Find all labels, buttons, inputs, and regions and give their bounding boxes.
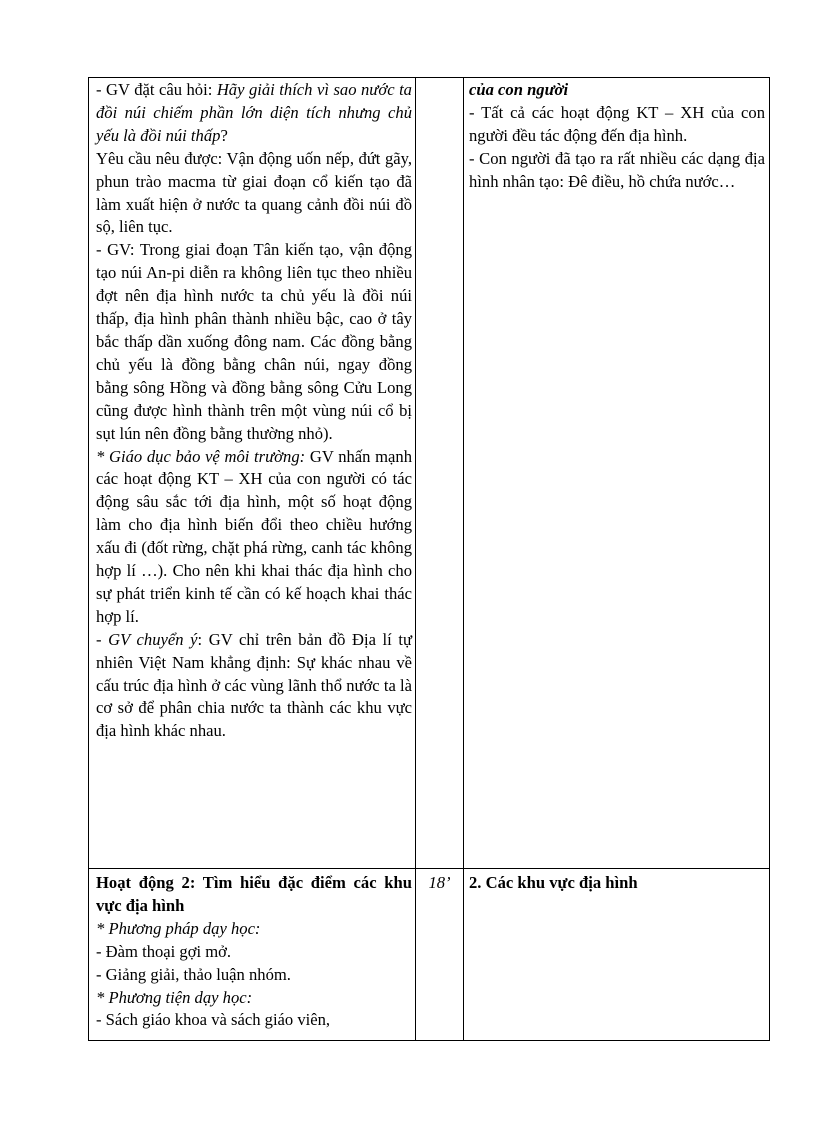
transition-text: : GV chỉ trên bản đồ Địa lí tự nhiên Việt Nam khẳng định: Sự khác nhau về cấu trúc địa hình ở các vùng lãnh thổ nước ta là cơ sở để phân chia nước ta thành các khu vực địa hình khác nhau.: [96, 629, 412, 741]
column-divider-right: [463, 78, 464, 1040]
environment-education: [96, 446, 412, 629]
means-item: - Sách giáo khoa và sách giáo viên,: [96, 1010, 331, 1030]
question-suffix: ?: [220, 125, 228, 145]
expected-answer: Yêu cầu nêu được: Vận động uốn nếp, đứt gãy, phun trào macma từ giai đoạn cổ kiến tạo đã làm xuất hiện ở nước ta quang cảnh đồi núi đồ sộ, liên tục.: [96, 148, 412, 237]
teacher-explanation: - GV: Trong giai đoạn Tân kiến tạo, vận động tạo núi An-pi diễn ra không liên tục theo nhiều đợt nên địa hình nước ta chủ yếu là đồi núi thấp, địa hình phân thành nhiều bậc, cao ở tây bắc thấp dần xuống đông nam. Các đồng bằng chủ yếu là đồng bằng chân núi, ngay đồng bằng sông Hồng và đồng bằng sông Cửu Long cũng được hình thành trên một vùng núi cổ bị sụt lún nên đồng bằng thường nhỏ).: [96, 240, 412, 443]
method-label: * Phương pháp dạy học:: [96, 918, 261, 938]
method-item: - Giảng giải, thảo luận nhóm.: [96, 964, 291, 984]
method-item: - Đàm thoại gợi mở.: [96, 941, 232, 961]
content-heading-tail: của con người: [469, 80, 569, 99]
teacher-question: [96, 79, 412, 148]
transition-label: - GV chuyển ý: [96, 629, 198, 649]
lesson-table: [88, 77, 770, 1041]
content-cell-top: [469, 79, 765, 194]
activity-2-content: [469, 872, 765, 895]
question-text: Hãy giải thích vì sao nước ta đồi núi chiếm phần lớn diện tích nhưng chủ yếu là đồi núi thấp: [96, 80, 412, 145]
activity-2-title: Hoạt động 2: Tìm hiểu đặc điểm các khu vực địa hình: [96, 873, 412, 915]
environment-text: GV nhấn mạnh các hoạt động KT – XH của con người có tác động sâu sắc tới địa hình, một số hoạt động làm cho địa hình biến đổi theo chiều hướng xấu đi (đốt rừng, chặt phá rừng, canh tác không hợp lí …). Cho nên khi khai thác địa hình cho sự phát triển kinh tế cần có kế hoạch khai thác hợp lí.: [96, 446, 412, 626]
content-point: - Con người đã tạo ra rất nhiều các dạng địa hình nhân tạo: Đê điều, hồ chứa nước…: [469, 148, 765, 191]
teacher-transition: [96, 629, 412, 744]
row-divider: [89, 868, 769, 869]
activity-2-time: 18’: [428, 873, 451, 892]
section-heading: 2. Các khu vực địa hình: [469, 873, 638, 892]
column-divider-left: [415, 78, 416, 1040]
question-prefix: - GV đặt câu hỏi:: [96, 80, 217, 99]
means-label: * Phương tiện dạy học:: [96, 987, 253, 1007]
activity-2-cell: [96, 872, 412, 1032]
environment-label: * Giáo dục bảo vệ môi trường:: [96, 446, 306, 466]
content-point: - Tất cả các hoạt động KT – XH của con người đều tác động đến địa hình.: [469, 102, 765, 145]
teacher-activities-cell: [96, 79, 412, 743]
